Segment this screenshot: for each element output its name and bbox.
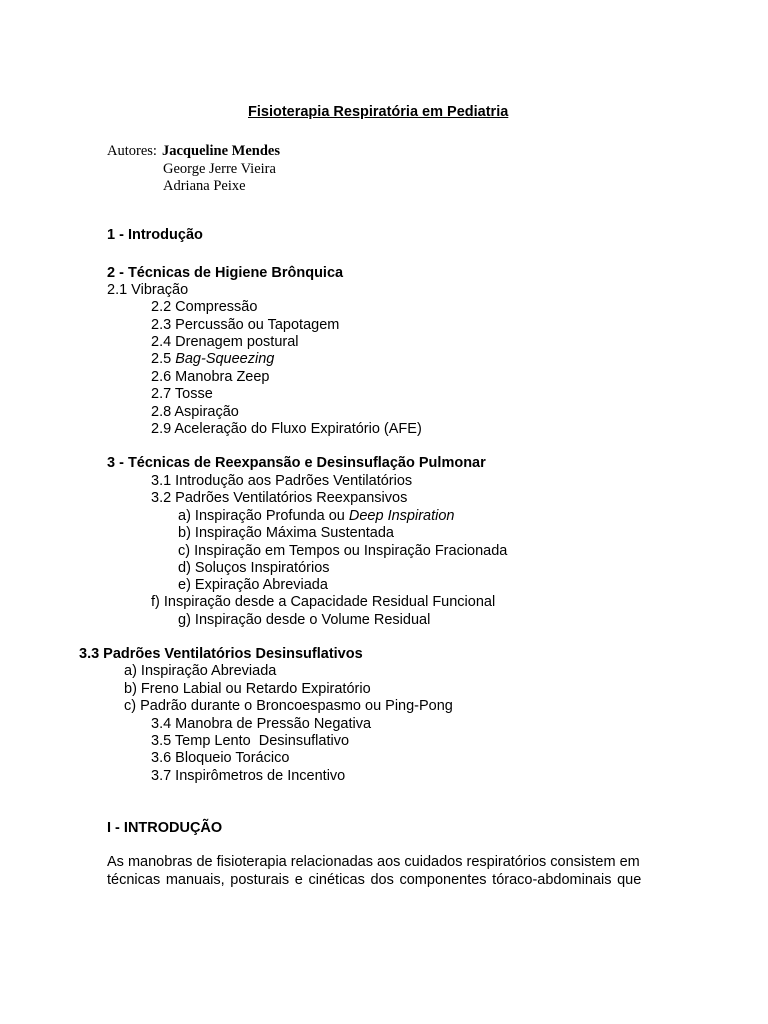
toc-item: 3.2 Padrões Ventilatórios Reexpansivos bbox=[151, 490, 408, 506]
toc-subitem: d) Soluços Inspiratórios bbox=[178, 560, 330, 576]
author-3: Adriana Peixe bbox=[163, 178, 246, 194]
toc-subitem: c) Inspiração em Tempos ou Inspiração Fracionada bbox=[178, 543, 508, 559]
toc-item bbox=[151, 351, 274, 368]
toc-subitem-text: a) Inspiração Profunda ou bbox=[178, 508, 349, 524]
toc-item: 2.4 Drenagem postural bbox=[151, 334, 299, 350]
toc-subitem: c) Padrão durante o Broncoespasmo ou Ping-Pong bbox=[124, 698, 453, 714]
toc-item: 2.6 Manobra Zeep bbox=[151, 369, 270, 385]
toc-item: 2.8 Aspiração bbox=[151, 404, 239, 420]
toc-item: 2.7 Tosse bbox=[151, 386, 213, 402]
section-1-heading: 1 - Introdução bbox=[107, 227, 203, 243]
toc-item: 2.1 Vibração bbox=[107, 282, 189, 298]
toc-item: 2.9 Aceleração do Fluxo Expiratório (AFE) bbox=[151, 421, 422, 437]
toc-item: 3.1 Introdução aos Padrões Ventilatórios bbox=[151, 473, 413, 489]
toc-item: 3.5 Temp Lento Desinsuflativo bbox=[151, 733, 350, 749]
toc-item-italic: Bag-Squeezing bbox=[175, 351, 275, 367]
toc-subitem: b) Inspiração Máxima Sustentada bbox=[178, 525, 394, 541]
toc-item: 3.4 Manobra de Pressão Negativa bbox=[151, 716, 372, 732]
section-3-heading: 3 - Técnicas de Reexpansão e Desinsuflação Pulmonar bbox=[107, 455, 486, 471]
toc-subitem: a) Inspiração Abreviada bbox=[124, 663, 277, 679]
toc-subitem: b) Freno Labial ou Retardo Expiratório bbox=[124, 681, 371, 697]
toc-subitem-italic: Deep Inspiration bbox=[348, 508, 455, 524]
toc-subitem: g) Inspiração desde o Volume Residual bbox=[178, 612, 431, 628]
paragraph-line: As manobras de fisioterapia relacionadas aos cuidados respiratórios consistem em bbox=[107, 854, 640, 870]
toc-subitem bbox=[178, 508, 454, 525]
section-3-3-heading: 3.3 Padrões Ventilatórios Desinsuflativos bbox=[79, 646, 363, 662]
toc-item: 3.7 Inspirômetros de Incentivo bbox=[151, 768, 346, 784]
authors-label: Autores: bbox=[107, 143, 157, 159]
toc-subitem: f) Inspiração desde a Capacidade Residual Funcional bbox=[151, 594, 496, 610]
author-2: George Jerre Vieira bbox=[163, 161, 276, 177]
document-title: Fisioterapia Respiratória em Pediatria bbox=[248, 104, 509, 120]
author-1: Jacqueline Mendes bbox=[162, 143, 281, 159]
toc-item: 2.2 Compressão bbox=[151, 299, 258, 315]
section-2-heading: 2 - Técnicas de Higiene Brônquica bbox=[107, 265, 344, 281]
introduction-heading: I - INTRODUÇÃO bbox=[107, 820, 223, 836]
toc-item-number: 2.5 bbox=[151, 351, 176, 367]
toc-item: 3.6 Bloqueio Torácico bbox=[151, 750, 290, 766]
toc-subitem: e) Expiração Abreviada bbox=[178, 577, 328, 593]
paragraph-line: técnicas manuais, posturais e cinéticas dos componentes tóraco-abdominais que bbox=[107, 872, 642, 888]
toc-item: 2.3 Percussão ou Tapotagem bbox=[151, 317, 340, 333]
